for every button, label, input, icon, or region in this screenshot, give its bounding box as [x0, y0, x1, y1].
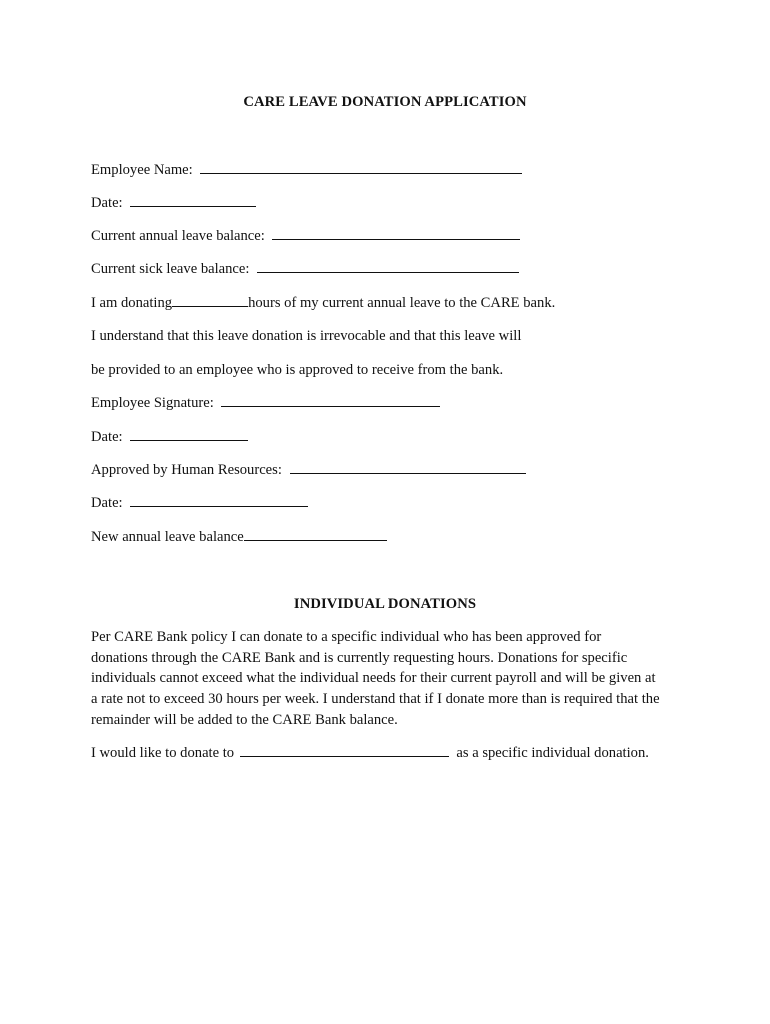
employee-signature-field[interactable] [221, 394, 440, 407]
annual-balance-field[interactable] [272, 227, 520, 240]
policy-line: donations through the CARE Bank and is currently requesting hours. Donations for specific [91, 649, 628, 666]
employee-name-label: Employee Name: [91, 162, 193, 178]
date-field-1[interactable] [130, 194, 256, 207]
date-label-3: Date: [91, 495, 123, 511]
approved-hr-label: Approved by Human Resources: [91, 462, 282, 478]
sick-balance-field[interactable] [257, 260, 519, 273]
new-balance-field[interactable] [244, 528, 387, 541]
annual-balance-row [91, 227, 520, 245]
donating-prefix: I am donating [91, 295, 173, 311]
sick-balance-label: Current sick leave balance: [91, 261, 250, 277]
policy-line: Per CARE Bank policy I can donate to a specific individual who has been approved for [91, 629, 602, 645]
date-label-2: Date: [91, 429, 123, 445]
annual-balance-label: Current annual leave balance: [91, 228, 265, 244]
employee-name-field[interactable] [200, 161, 522, 174]
date-field-3[interactable] [130, 494, 308, 507]
date-field-2[interactable] [130, 428, 248, 441]
donating-hours-field[interactable] [172, 294, 248, 307]
individual-policy-paragraph [91, 627, 691, 731]
donating-row [91, 294, 555, 312]
individual-donations-heading: INDIVIDUAL DONATIONS [293, 596, 477, 612]
policy-line: a rate not to exceed 30 hours per week. I understand that if I donate more than is required that the [91, 691, 660, 708]
date-label-1: Date: [91, 195, 123, 211]
donate-to-suffix: as a specific individual donation. [456, 745, 649, 761]
approved-hr-row [91, 461, 526, 479]
donate-to-recipient-field[interactable] [240, 744, 449, 757]
employee-name-row [91, 161, 522, 179]
understand-line-1: I understand that this leave donation is irrevocable and that this leave will [91, 328, 522, 344]
donate-to-row [91, 744, 649, 762]
understand-line-2: be provided to an employee who is approved to receive from the bank. [91, 362, 504, 378]
employee-signature-label: Employee Signature: [91, 395, 214, 411]
approved-hr-field[interactable] [290, 461, 526, 474]
donating-suffix: hours of my current annual leave to the CARE bank. [248, 295, 556, 311]
date-row-1 [91, 194, 256, 212]
date-row-2 [91, 428, 248, 446]
policy-line: remainder will be added to the CARE Bank balance. [91, 711, 398, 728]
date-row-3 [91, 494, 308, 512]
policy-line: individuals cannot exceed what the individual needs for their current payroll and will be given at [91, 670, 656, 687]
sick-balance-row [91, 260, 519, 278]
new-balance-row [91, 528, 387, 546]
employee-signature-row [91, 394, 440, 412]
document-title: CARE LEAVE DONATION APPLICATION [243, 94, 527, 110]
donate-to-prefix: I would like to donate to [91, 745, 235, 761]
new-balance-label: New annual leave balance [91, 529, 244, 545]
